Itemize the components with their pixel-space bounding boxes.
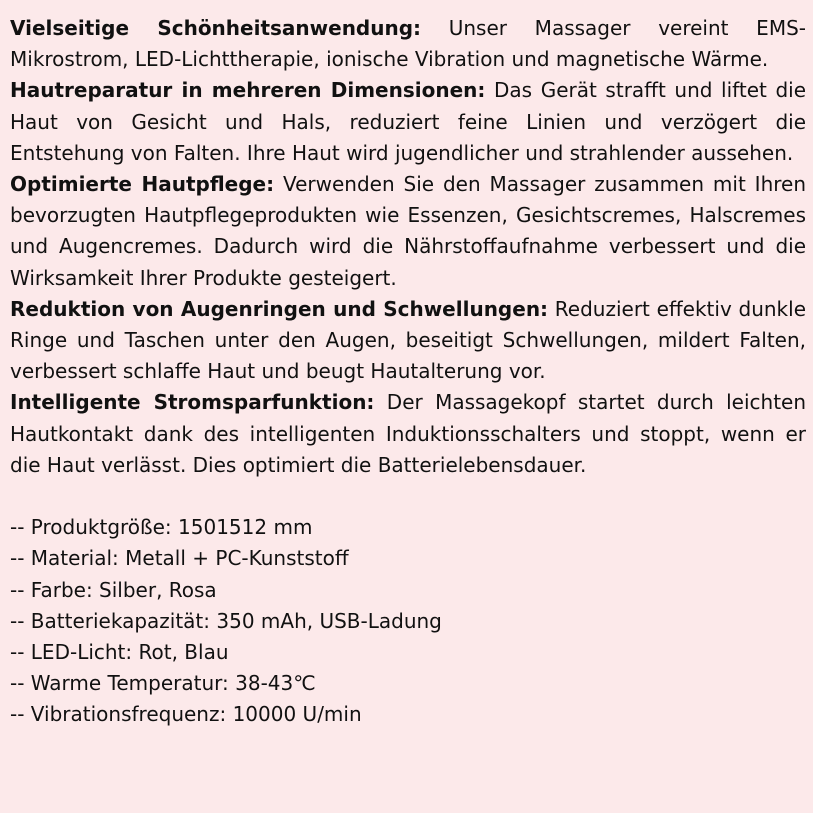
spec-item-size: -- Produktgröße: 1501512 mm [10, 515, 313, 540]
feature-title: Reduktion von Augenringen und Schwellungen: [10, 296, 549, 321]
spec-item-color: -- Farbe: Silber, Rosa [10, 577, 217, 602]
feature-paragraph-versatile-beauty [10, 13, 806, 75]
spec-item-temperature: -- Warme Temperatur: 38-43℃ [10, 671, 316, 696]
spec-list [10, 512, 806, 730]
feature-text: Der Massagekopf startet durch leichten Hautkontakt dank des intelligenten Induktionsschalters und stoppt, wenn er die Haut verlässt. Dies optimiert die Batterielebensdauer. [10, 390, 807, 477]
feature-title: Optimierte Hautpflege: [10, 172, 275, 197]
feature-text: Das Gerät strafft und liftet die Haut von Gesicht und Hals, reduziert feine Linien und verzögert die Entstehung von Falten. Ihre Haut wird jugendlicher und strahlender aussehen. [10, 78, 806, 165]
spec-item-led: -- LED-Licht: Rot, Blau [10, 640, 229, 665]
feature-text: Reduziert effektiv dunkle Ringe und Taschen unter den Augen, beseitigt Schwellungen, mildert Falten, verbessert schlaffe Haut und beugt Hautalterung vor. [10, 296, 806, 384]
feature-text: Unser Massager vereint EMS-Mikrostrom, LED-Lichttherapie, ionische Vibration und magnetische Wärme. [10, 16, 806, 72]
spec-item-material: -- Material: Metall + PC-Kunststoff [10, 546, 349, 571]
feature-paragraph-power-saving [10, 387, 806, 481]
feature-title: Vielseitige Schönheitsanwendung: [10, 16, 422, 40]
feature-title: Intelligente Stromsparfunktion: [10, 390, 375, 415]
product-description [10, 13, 806, 731]
feature-paragraph-eye-care [10, 294, 806, 388]
feature-paragraph-skin-care [10, 169, 806, 294]
spec-item-vibration: -- Vibrationsfrequenz: 10000 U/min [10, 702, 362, 727]
spec-item-battery: -- Batteriekapazität: 350 mAh, USB-Ladung [10, 608, 442, 633]
feature-title: Hautreparatur in mehreren Dimensionen: [10, 78, 486, 103]
feature-paragraph-skin-repair [10, 75, 806, 169]
feature-text: Verwenden Sie den Massager zusammen mit Ihren bevorzugten Hautpflegeprodukten wie Essenzen, Gesichtscremes, Halscremes und Augencremes. Dadurch wird die Nährstoffaufnahme verbessert und die Wirksamkeit Ihrer Produkte gesteigert. [10, 172, 807, 290]
